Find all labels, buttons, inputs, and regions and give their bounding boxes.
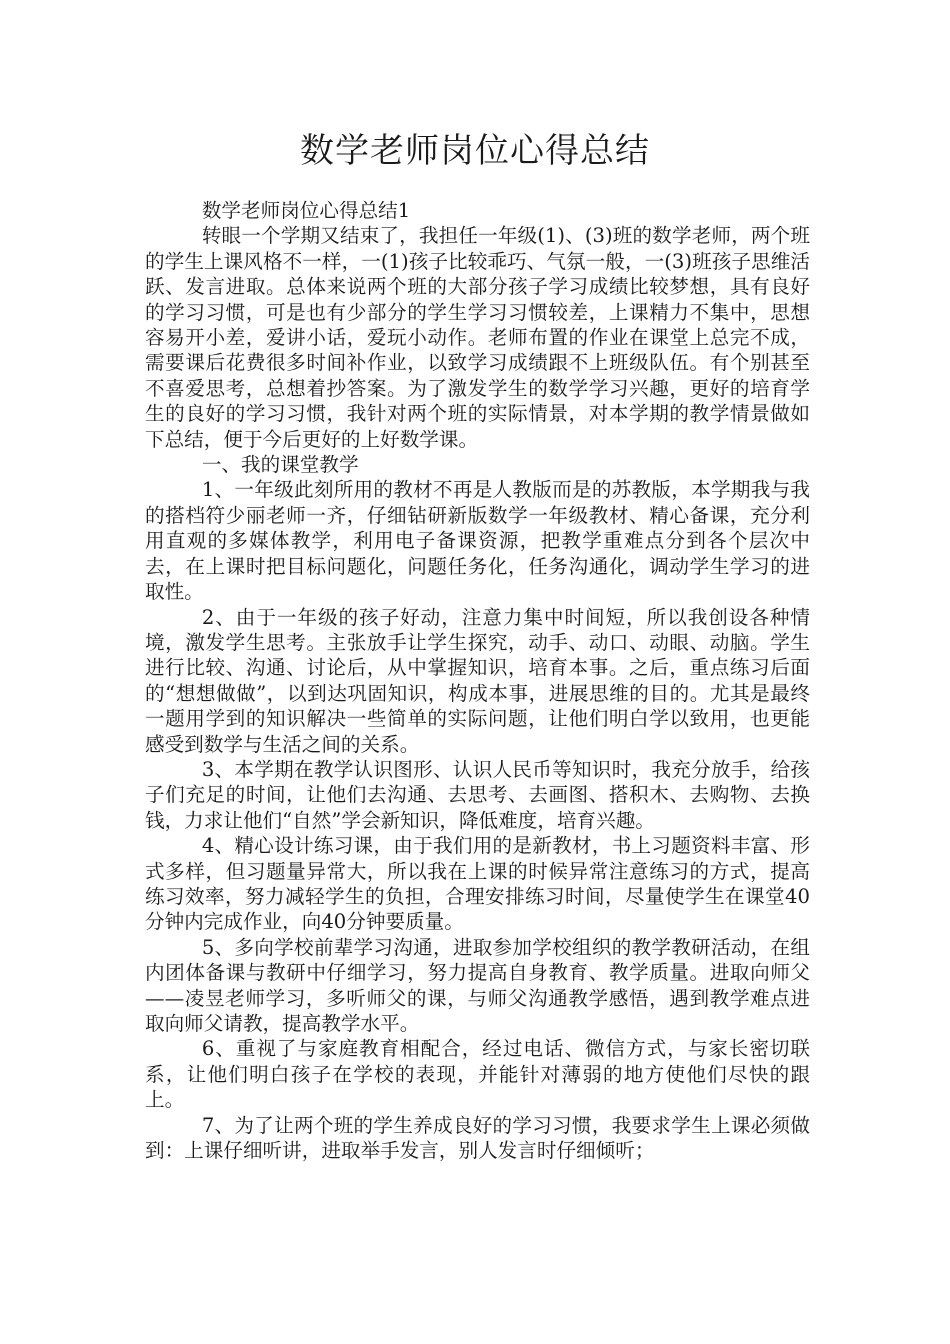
body-paragraph-6: 6、重视了与家庭教育相配合，经过电话、微信方式，与家长密切联系，让他们明白孩子在学校的表现，并能针对薄弱的地方使他们尽快的跟上。 (145, 1037, 810, 1112)
body-paragraph-1: 1、一年级此刻所用的教材不再是人教版而是的苏教版，本学期我与我的搭档符少丽老师一齐，仔细钻研新版数学一年级教材、精心备课，充分利用直观的多媒体教学，利用电子备课资源，把教学重难点分到各个层次中去，在上课时把目标问题化，问题任务化，任务沟通化，调动学生学习的进取性。 (145, 478, 810, 604)
section-heading: 数学老师岗位心得总结1 (201, 199, 411, 222)
subsection-heading: 一、我的课堂教学 (201, 453, 359, 477)
document-title: 数学老师岗位心得总结 (300, 131, 650, 171)
body-paragraph-2: 2、由于一年级的孩子好动，注意力集中时间短，所以我创设各种情境，激发学生思考。主张放手让学生探究，动手、动口、动眼、动脑。学生进行比较、沟通、讨论后，从中掌握知识，培育本事。之后，重点练习后面的“想想做做”，以到达巩固知识，构成本事，进展思维的目的。尤其是最终一题用学到的知识解决一些简单的实际问题，让他们明白学以致用，也更能感受到数学与生活之间的关系。 (145, 605, 810, 756)
body-paragraph-4: 4、精心设计练习课，由于我们用的是新教材，书上习题资料丰富、形式多样，但习题量异常大，所以我在上课的时候异常注意练习的方式，提高练习效率，努力减轻学生的负担，合理安排练习时间，尽量使学生在课堂40分钟内完成作业，向40分钟要质量。 (145, 834, 810, 934)
intro-paragraph: 转眼一个学期又结束了，我担任一年级(1)、(3)班的数学老师，两个班的学生上课风格不一样，一(1)孩子比较乖巧、气氛一般，一(3)班孩子思维活跃、发言进取。总体来说两个班的大部分孩子学习成绩比较梦想，具有良好的学习习惯，可是也有少部分的学生学习习惯较差，上课精力不集中，思想容易开小差，爱讲小话，爱玩小动作。老师布置的作业在课堂上总完不成，需要课后花费很多时间补作业，以致学习成绩跟不上班级队伍。有个别甚至不喜爱思考，总想着抄答案。为了激发学生的数学学习兴趣，更好的培育学生的良好的学习习惯，我针对两个班的实际情景，对本学期的教学情景做如下总结，便于今后更好的上好数学课。 (145, 224, 810, 451)
body-paragraph-3: 3、本学期在教学认识图形、认识人民币等知识时，我充分放手，给孩子们充足的时间，让他们去沟通、去思考、去画图、搭积木、去购物、去换钱，力求让他们“自然”学会新知识，降低难度，培育兴趣。 (145, 757, 810, 832)
body-paragraph-5: 5、多向学校前辈学习沟通，进取参加学校组织的教学教研活动，在组内团体备课与教研中仔细学习，努力提高自身教育、教学质量。进取向师父——凌昱老师学习，多听师父的课，与师父沟通教学感悟，遇到教学难点进取向师父请教，提高教学水平。 (145, 935, 810, 1035)
document-body (145, 198, 810, 1163)
body-paragraph-7: 7、为了让两个班的学生养成良好的学习习惯，我要求学生上课必须做到：上课仔细听讲，进取举手发言，别人发言时仔细倾听； (145, 1113, 810, 1163)
